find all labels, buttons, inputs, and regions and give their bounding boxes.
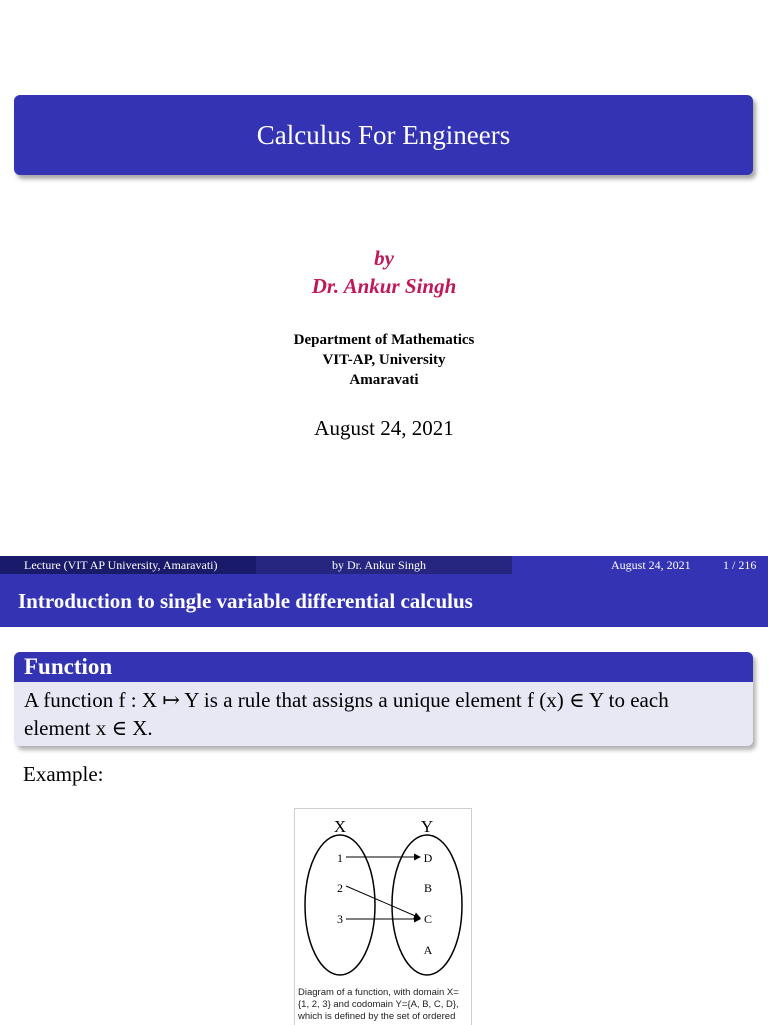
codomain-element-b: B <box>423 881 433 895</box>
frame-title-bar <box>0 574 768 627</box>
block-body <box>14 682 753 746</box>
codomain-set-label: Y <box>420 817 434 836</box>
domain-element-3: 3 <box>337 912 343 926</box>
author-block <box>0 244 768 300</box>
codomain-element-d: D <box>423 851 433 865</box>
domain-element-1: 1 <box>337 851 343 865</box>
function-diagram <box>294 808 472 1025</box>
block-title: Function <box>14 652 753 682</box>
footer-left-section <box>0 556 256 574</box>
frame-title: Introduction to single variable differential calculus <box>18 589 473 613</box>
mapping-arrow-2-to-c <box>346 886 420 918</box>
definition-line-1: A function f : X ↦ Y is a rule that assigns a unique element f (x) ∈ Y to each <box>24 688 669 712</box>
institution-block <box>0 330 768 390</box>
caption-line-1: Diagram of a function, with domain X= <box>298 987 459 998</box>
by-label: by <box>374 246 394 270</box>
definition-block <box>14 652 753 746</box>
definition-line-2: element x ∈ X. <box>24 716 153 740</box>
footer-right-section <box>512 556 768 574</box>
domain-element-2: 2 <box>337 881 343 895</box>
example-label: Example: <box>23 762 104 786</box>
codomain-element-a: A <box>423 943 433 957</box>
presentation-date: August 24, 2021 <box>314 416 454 440</box>
presentation-title: Calculus For Engineers <box>256 119 511 150</box>
city: Amaravati <box>349 372 419 388</box>
footer-lecture: Lecture (VIT AP University, Amaravati) <box>24 558 218 572</box>
caption-line-2: {1, 2, 3} and codomain Y={A, B, C, D}, <box>298 999 459 1010</box>
university: VIT-AP, University <box>322 352 446 368</box>
title-banner <box>14 95 753 175</box>
figure-caption <box>298 987 468 1023</box>
footer-page-number: 1 / 216 <box>723 558 757 572</box>
domain-set-label: X <box>333 817 347 836</box>
footer-date: August 24, 2021 <box>611 558 691 572</box>
slide-footer <box>0 556 768 574</box>
codomain-element-c: C <box>423 912 433 926</box>
caption-line-3: which is defined by the set of ordered <box>298 1011 456 1022</box>
footer-author: by Dr. Ankur Singh <box>332 558 427 572</box>
author-name: Dr. Ankur Singh <box>311 274 457 298</box>
department: Department of Mathematics <box>293 332 475 348</box>
footer-center-section <box>256 556 512 574</box>
